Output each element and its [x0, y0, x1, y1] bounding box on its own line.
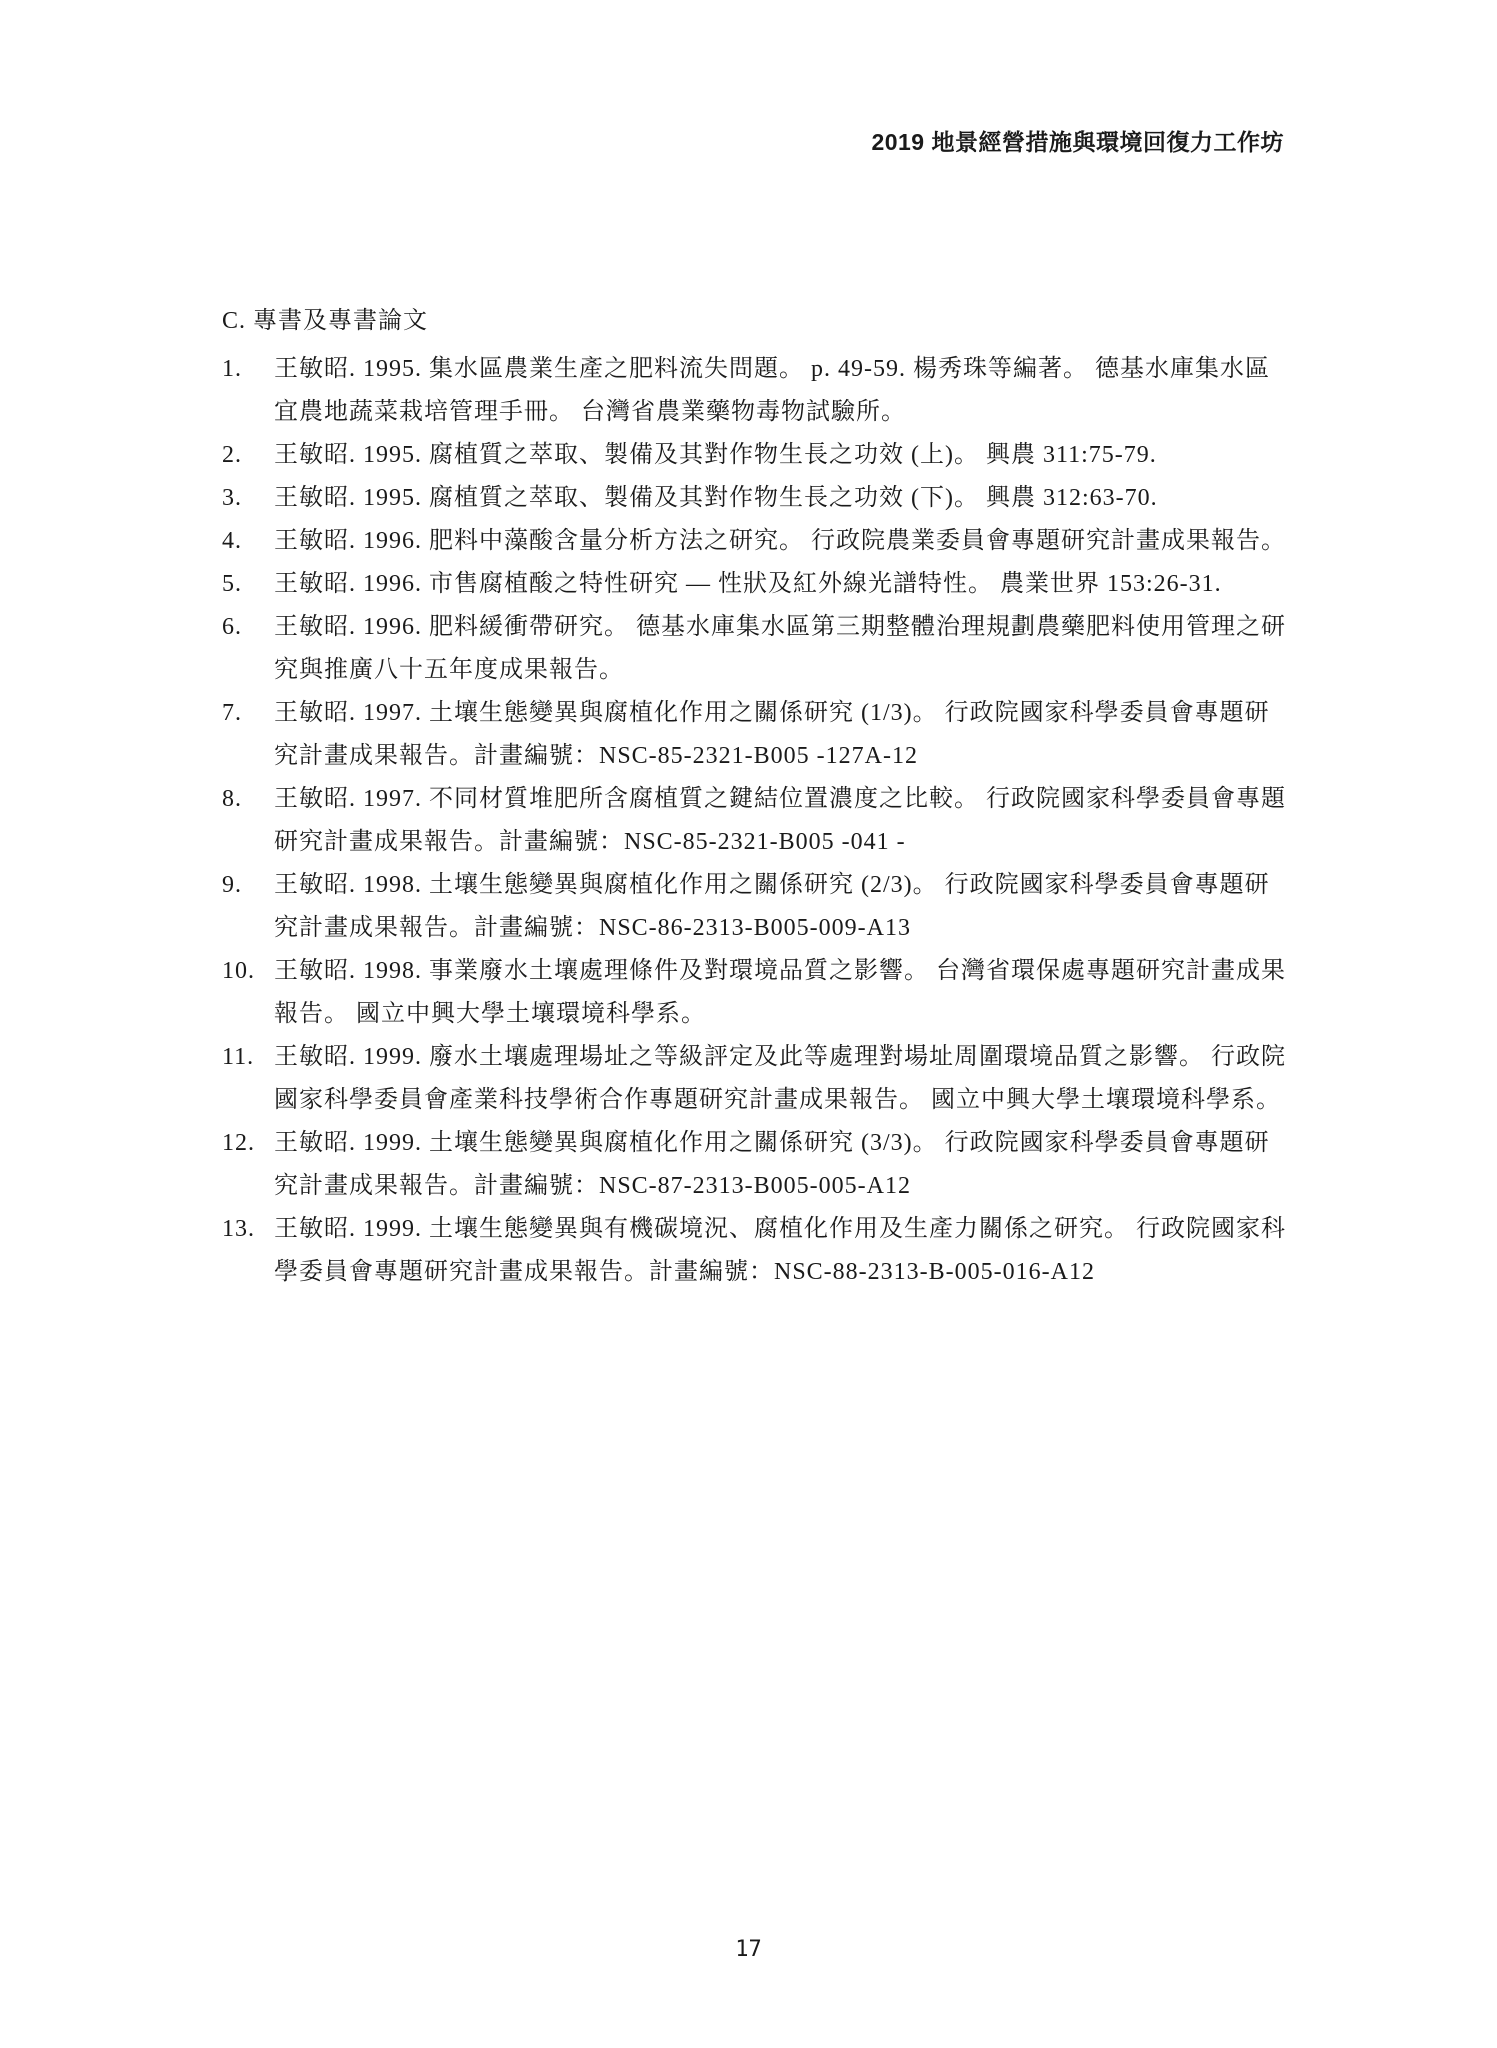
- reference-item: [222, 606, 1287, 692]
- reference-number: 7.: [222, 700, 242, 726]
- reference-item: [222, 477, 1287, 520]
- reference-text: 王敏昭. 1996. 肥料中藻酸含量分析方法之研究。 行政院農業委員會專題研究計畫成果報告。: [274, 528, 1286, 554]
- reference-text: 王敏昭. 1998. 土壤生態變異與腐植化作用之關係研究 (2/3)。 行政院國家科學委員會專題研究計畫成果報告。計畫編號：NSC-86-2313-B005-009-A13: [274, 872, 1270, 941]
- reference-item: [222, 864, 1287, 950]
- page-number: 17: [735, 1937, 762, 1962]
- reference-number: 1.: [222, 356, 242, 382]
- reference-list: [222, 348, 1287, 1294]
- document-header-title: 2019 地景經營措施與環境回復力工作坊: [871, 129, 1284, 155]
- reference-text: 王敏昭. 1995. 腐植質之萃取、製備及其對作物生長之功效 (下)。 興農 312:63-70.: [274, 485, 1158, 511]
- reference-number: 3.: [222, 485, 242, 511]
- reference-text: 王敏昭. 1999. 土壤生態變異與腐植化作用之關係研究 (3/3)。 行政院國家科學委員會專題研究計畫成果報告。計畫編號：NSC-87-2313-B005-005-A12: [274, 1130, 1270, 1199]
- reference-item: [222, 520, 1287, 563]
- reference-text: 王敏昭. 1996. 肥料緩衝帶研究。 德基水庫集水區第三期整體治理規劃農藥肥料使用管理之研究與推廣八十五年度成果報告。: [274, 614, 1286, 683]
- reference-text: 王敏昭. 1999. 土壤生態變異與有機碳境況、腐植化作用及生產力關係之研究。 行政院國家科學委員會專題研究計畫成果報告。計畫編號：NSC-88-2313-B-005-016-A12: [274, 1216, 1286, 1285]
- reference-text: 王敏昭. 1995. 集水區農業生產之肥料流失問題。 p. 49-59. 楊秀珠等編著。 德基水庫集水區宜農地蔬菜栽培管理手冊。 台灣省農業藥物毒物試驗所。: [274, 356, 1270, 425]
- reference-number: 10.: [222, 958, 255, 984]
- reference-number: 13.: [222, 1216, 255, 1242]
- reference-item: [222, 778, 1287, 864]
- reference-number: 4.: [222, 528, 242, 554]
- reference-item: [222, 434, 1287, 477]
- reference-number: 8.: [222, 786, 242, 812]
- reference-item: [222, 1036, 1287, 1122]
- reference-item: [222, 950, 1287, 1036]
- reference-item: [222, 563, 1287, 606]
- reference-item: [222, 692, 1287, 778]
- reference-text: 王敏昭. 1999. 廢水土壤處理場址之等級評定及此等處理對場址周圍環境品質之影響。 行政院國家科學委員會產業科技學術合作專題研究計畫成果報告。 國立中興大學土壤環境科學系。: [274, 1044, 1286, 1113]
- reference-text: 王敏昭. 1995. 腐植質之萃取、製備及其對作物生長之功效 (上)。 興農 311:75-79.: [274, 442, 1157, 468]
- reference-item: [222, 1208, 1287, 1294]
- reference-number: 5.: [222, 571, 242, 597]
- reference-number: 6.: [222, 614, 242, 640]
- reference-item: [222, 348, 1287, 434]
- reference-number: 12.: [222, 1130, 255, 1156]
- reference-text: 王敏昭. 1997. 土壤生態變異與腐植化作用之關係研究 (1/3)。 行政院國家科學委員會專題研究計畫成果報告。計畫編號：NSC-85-2321-B005 -127A-12: [274, 700, 1270, 769]
- reference-number: 2.: [222, 442, 242, 468]
- reference-text: 王敏昭. 1996. 市售腐植酸之特性研究 — 性狀及紅外線光譜特性。 農業世界 153:26-31.: [274, 571, 1222, 597]
- reference-number: 11.: [222, 1044, 255, 1070]
- section-heading: C. 專書及專書論文: [222, 308, 429, 334]
- reference-number: 9.: [222, 872, 242, 898]
- reference-text: 王敏昭. 1998. 事業廢水土壤處理條件及對環境品質之影響。 台灣省環保處專題研究計畫成果報告。 國立中興大學土壤環境科學系。: [274, 958, 1286, 1027]
- reference-text: 王敏昭. 1997. 不同材質堆肥所含腐植質之鍵結位置濃度之比較。 行政院國家科學委員會專題研究計畫成果報告。計畫編號：NSC-85-2321-B005 -041 -: [274, 786, 1286, 855]
- reference-item: [222, 1122, 1287, 1208]
